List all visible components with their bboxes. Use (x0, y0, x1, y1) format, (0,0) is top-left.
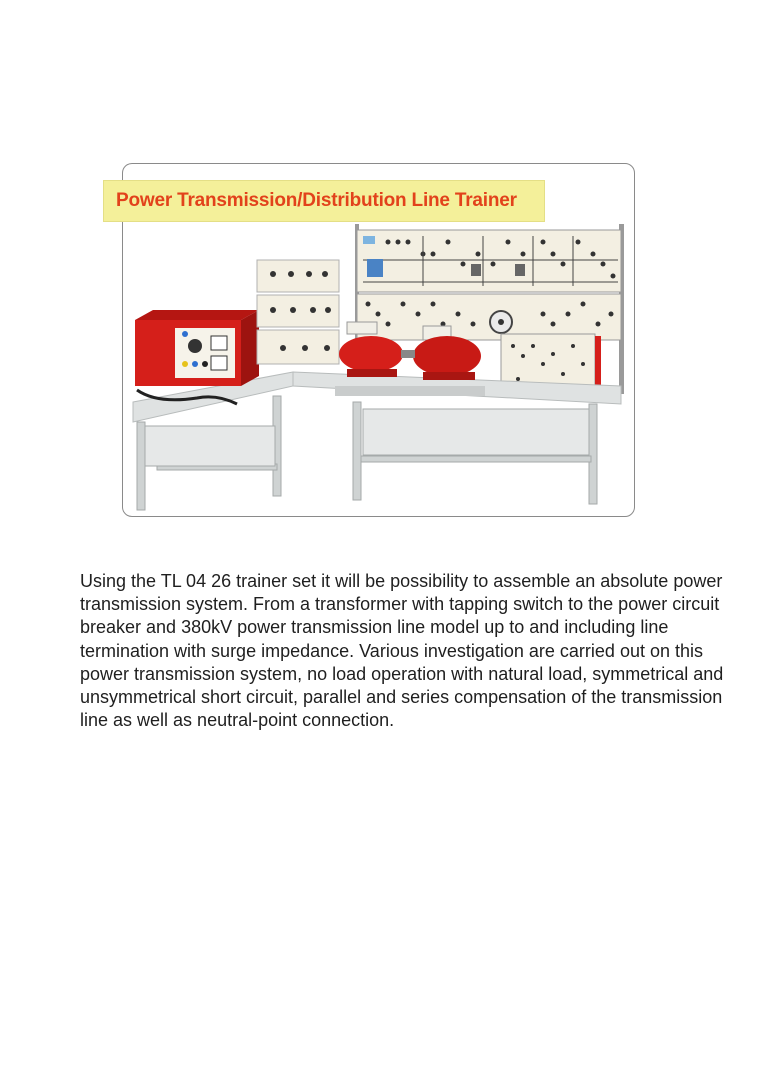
description-paragraph: Using the TL 04 26 trainer set it will be possibility to assemble an absolute power transmission system. From a transformer with tapping switch to the power circuit breaker and 380kV power transmission line model up to and including line termination with surge impedance. Various investigation are carried out on this power transmission system, no load operation with natural load, symmetrical and unsymmetrical short circuit, parallel and series compensation of the transmission line as well as neutral-point connection. (80, 571, 724, 731)
power-supply-unit (135, 310, 259, 386)
lower-control-panel (357, 294, 621, 340)
upper-control-panel (357, 230, 621, 292)
figure-title: Power Transmission/Distribution Line Trainer (116, 190, 517, 211)
figure-title-banner (104, 181, 544, 221)
meter-modules (257, 260, 339, 364)
